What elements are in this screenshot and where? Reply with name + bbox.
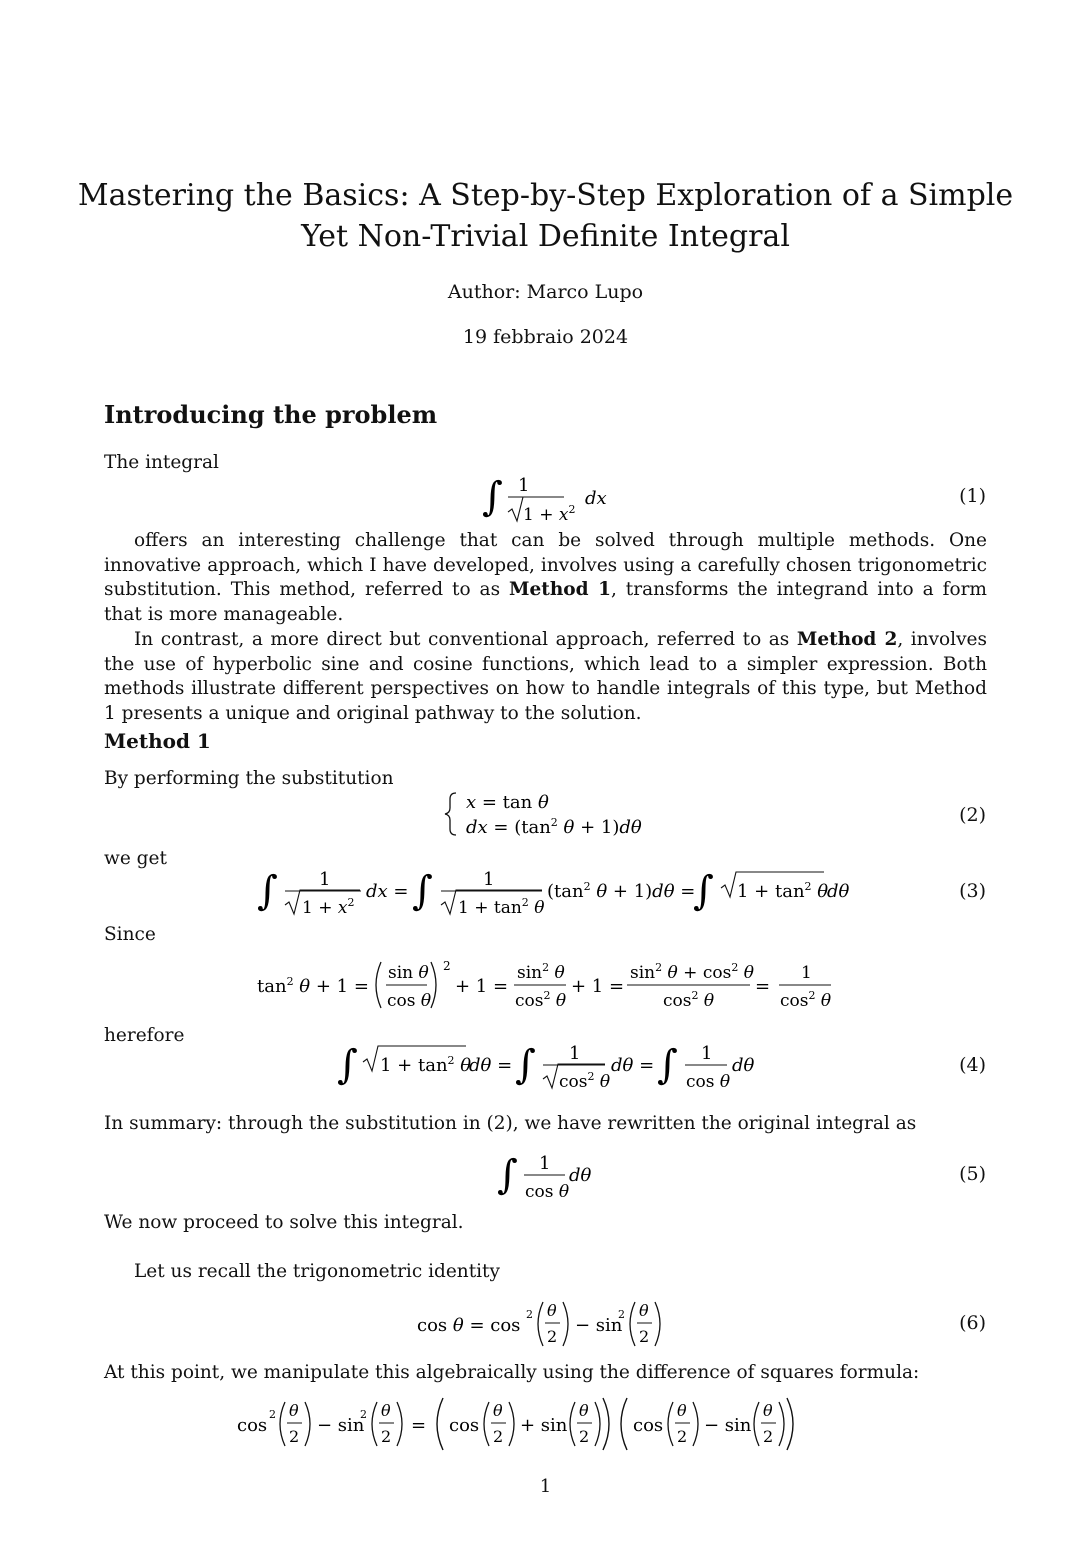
svg-text:2: 2 [493, 1427, 504, 1446]
svg-text:θ: θ [493, 1401, 503, 1420]
equation-5 [495, 1146, 605, 1204]
svg-text:2: 2 [443, 959, 451, 973]
svg-text:∫: ∫ [257, 868, 278, 914]
svg-text:∫: ∫ [693, 868, 714, 914]
svg-text:dx: dx [585, 488, 607, 509]
svg-text:1: 1 [701, 1043, 713, 1064]
svg-text:∫: ∫ [482, 474, 503, 520]
svg-text:+ sin: + sin [520, 1415, 568, 1436]
intro-p1-text-a: offers an interesting challenge that can be solved through multiple methods. One innovative approach, which I have developed, involves using a carefully chosen trigonometric substitution. This method, referred to as [104, 530, 987, 601]
equation-number-6: (6) [959, 1312, 986, 1334]
svg-text:θ: θ [579, 1401, 589, 1420]
tan-identity-equation [255, 950, 845, 1016]
therefore-text: herefore [104, 1025, 185, 1046]
svg-text:1 + tan2 θ: $1 + \tan^2 \theta$ [380, 1054, 472, 1076]
section-heading-intro: Introducing the problem [104, 400, 438, 429]
intro-p2-text-b: , involves the use of hyperbolic sine and cosine functions, which lead to a simpler expression. Both methods illustrate different perspectives on how to handle integrals of this type, but Method 1 presents a unique and original pathway to the solution. [104, 628, 987, 724]
svg-text:∫: ∫ [515, 1042, 536, 1088]
equation-number-4: (4) [959, 1054, 986, 1076]
intro-p1-text-b: , transforms the integrand into a form that is more manageable. [104, 579, 987, 626]
svg-text:2: 2 [360, 1408, 367, 1421]
svg-text:sin2 θ + cos2 θ: $\sin^2 \theta + \cos^2 \theta$ [630, 961, 754, 983]
equation-number-1: (1) [959, 485, 986, 507]
recall-text: Let us recall the trigonometric identity [134, 1261, 500, 1282]
svg-text:∫: ∫ [412, 868, 433, 914]
equation-6 [415, 1292, 685, 1354]
svg-text:1 + tan2 θ: $1 + \tan^2 \theta$ [458, 896, 545, 918]
svg-text:=: = [755, 976, 771, 997]
svg-text:1 + x2: $1 + x^2$ [302, 896, 355, 918]
svg-text:cos θ = cos: cos θ = cos [417, 1315, 521, 1336]
equation-number-2: (2) [959, 804, 986, 826]
svg-text:2: 2 [526, 1308, 533, 1321]
svg-text:2: 2 [269, 1408, 276, 1421]
svg-text:dx = (tan2 θ + 1)dθ: dx = ($\tan^2$ θ + 1)dθ [466, 816, 642, 838]
method-1-bold: Method 1 [509, 579, 611, 601]
section-heading-method-1: Method 1 [104, 729, 211, 753]
equation-2 [440, 788, 650, 844]
svg-text:dθ =: dθ = [469, 1055, 513, 1076]
difference-of-squares-equation [235, 1392, 855, 1454]
page-number: 1 [539, 1476, 552, 1497]
svg-text:cos: cos [237, 1415, 268, 1436]
svg-text:2: 2 [289, 1427, 300, 1446]
svg-text:cos θ: cos θ [387, 991, 432, 1011]
svg-text:=: = [411, 1415, 427, 1436]
substitution-lead-text: By performing the substitution [104, 768, 394, 789]
svg-text:∫: ∫ [337, 1042, 358, 1088]
svg-text:cos θ: cos θ [686, 1072, 731, 1092]
author-line: Author: Marco Lupo [447, 281, 644, 303]
svg-text:cos2 θ: $\cos^2 \theta$ [780, 989, 832, 1011]
svg-text:1: 1 [539, 1153, 551, 1174]
svg-text:∫: ∫ [497, 1152, 518, 1198]
svg-text:2: 2 [763, 1427, 774, 1446]
svg-text:1: 1 [518, 475, 530, 496]
svg-text:dθ: dθ [732, 1055, 755, 1076]
svg-text:dx =: dx = [366, 881, 409, 902]
equation-3 [255, 862, 855, 922]
svg-text:cos2 θ: $\cos^2 \theta$ [663, 989, 715, 1011]
svg-text:cos: cos [449, 1415, 480, 1436]
svg-text:cos2 θ: $\cos^2 \theta$ [559, 1070, 611, 1092]
svg-text:dθ: dθ [569, 1165, 592, 1186]
paper-title: Mastering the Basics: A Step-by-Step Exploration of a Simple Yet Non-Trivial Definite Integral [77, 178, 1014, 254]
svg-text:1 + tan2 θ: $1 + \tan^2 \theta$ [737, 880, 829, 902]
equation-1 [480, 470, 620, 526]
svg-text:θ: θ [639, 1301, 649, 1320]
svg-text:cos θ: cos θ [525, 1182, 570, 1202]
svg-text:tan2 θ + 1 =: $\tan^2 \theta + 1$ = [257, 975, 369, 997]
svg-text:2: 2 [579, 1427, 590, 1446]
svg-text:− sin: − sin [317, 1415, 365, 1436]
manipulate-text: At this point, we manipulate this algebraically using the difference of squares formula: [104, 1362, 920, 1383]
svg-text:(tan2 θ + 1)dθ =: ($\tan^2$ θ + 1)dθ = [547, 880, 696, 902]
svg-text:dθ: dθ [827, 881, 850, 902]
svg-text:θ: θ [677, 1401, 687, 1420]
svg-text:sin2 θ: $\sin^2 \theta$ [517, 961, 565, 983]
intro-lead-text: The integral [104, 452, 219, 473]
method-2-bold: Method 2 [796, 628, 898, 650]
proceed-text: We now proceed to solve this integral. [104, 1212, 464, 1233]
svg-text:2: 2 [381, 1427, 392, 1446]
date-line: 19 febbraio 2024 [462, 326, 629, 348]
svg-text:1: 1 [483, 869, 495, 890]
svg-text:2: 2 [677, 1427, 688, 1446]
svg-text:1: 1 [319, 869, 331, 890]
we-get-text: we get [104, 848, 167, 869]
equation-number-5: (5) [959, 1163, 986, 1185]
svg-text:cos2 θ: $\cos^2 \theta$ [515, 989, 567, 1011]
svg-text:dθ =: dθ = [611, 1055, 655, 1076]
summary-text: In summary: through the substitution in (2), we have rewritten the original integral as [104, 1113, 917, 1134]
svg-text:2: 2 [639, 1327, 650, 1346]
svg-text:2: 2 [547, 1327, 558, 1346]
equation-number-3: (3) [959, 880, 986, 902]
svg-text:2: 2 [618, 1308, 625, 1321]
svg-text:∫: ∫ [657, 1042, 678, 1088]
svg-text:θ: θ [763, 1401, 773, 1420]
intro-p2-text-a: In contrast, a more direct but conventional approach, referred to as [134, 628, 797, 650]
svg-text:+ 1 =: + 1 = [455, 976, 509, 997]
svg-text:1 + x2: $1 + x^2$ [523, 503, 576, 525]
svg-text:θ: θ [547, 1301, 557, 1320]
svg-text:θ: θ [381, 1401, 391, 1420]
svg-text:sin θ: sin θ [388, 963, 429, 983]
svg-text:− sin: − sin [704, 1415, 752, 1436]
since-text: Since [104, 924, 156, 945]
svg-text:− sin: − sin [575, 1315, 623, 1336]
svg-text:x = tan θ: x = tan θ [466, 792, 549, 813]
svg-text:+ 1 =: + 1 = [571, 976, 625, 997]
svg-text:1: 1 [801, 963, 812, 983]
svg-text:θ: θ [289, 1401, 299, 1420]
svg-text:1: 1 [569, 1043, 581, 1064]
intro-paragraph [104, 529, 987, 727]
equation-4 [335, 1036, 765, 1096]
svg-text:cos: cos [633, 1415, 664, 1436]
